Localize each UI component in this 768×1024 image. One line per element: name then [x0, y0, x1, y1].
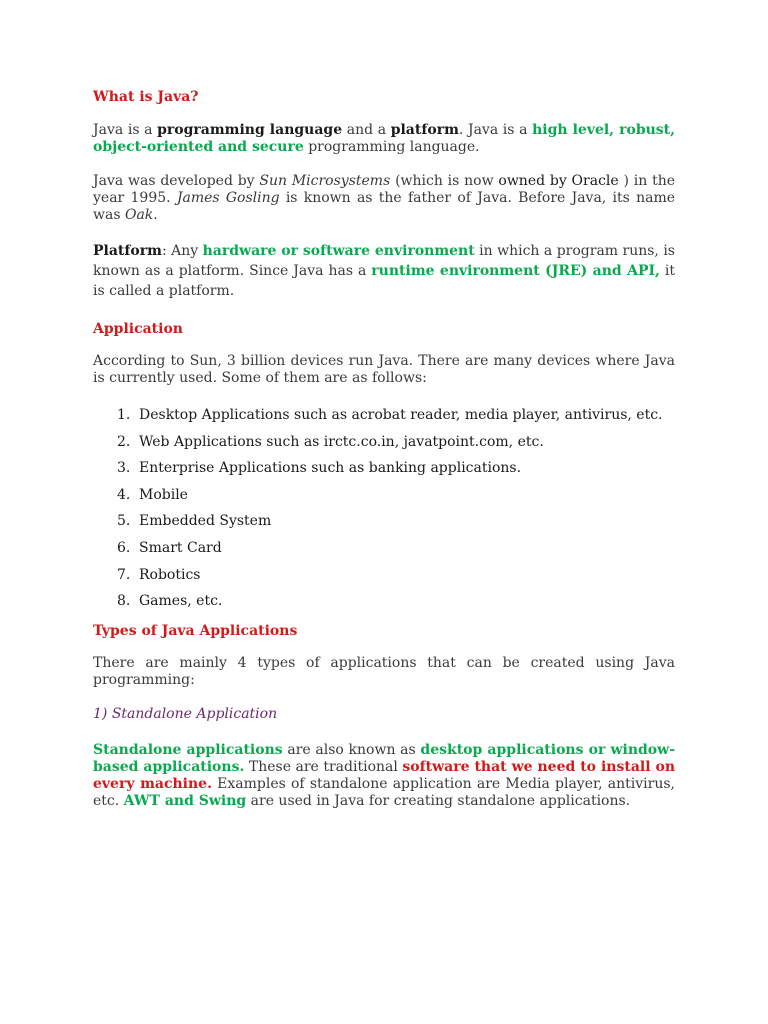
term-hardware-software: hardware or software environment [202, 243, 475, 259]
heading-what-is-java: What is Java? [93, 89, 199, 105]
term-platform-label: Platform [93, 243, 162, 259]
term-desktop-applications: desktop applications or window-based applications. [93, 742, 676, 776]
term-oak: Oak [124, 207, 154, 223]
list-item: 2. Web Applications such as irctc.co.in, javatpoint.com, etc. [117, 433, 544, 450]
term-sun-microsystems: Sun Microsystems [259, 173, 391, 189]
term-james-gosling: James Gosling [176, 190, 280, 206]
paragraph-standalone: Standalone applications are also known as desktop applications or window-based applications. These are traditional software that we need to install on every machine. Examples of standalone application are Media player, antivirus, etc. AWT and Swing are used in Java for creating standalone applications. [93, 742, 676, 810]
term-standalone-applications: Standalone applications [93, 742, 283, 759]
list-item: 1. Desktop Applications such as acrobat reader, media player, antivirus, etc. [117, 407, 663, 423]
subheading-standalone-application: 1) Standalone Application [93, 706, 278, 723]
list-item: 6. Smart Card [117, 539, 222, 556]
paragraph-platform: Platform: Any hardware or software environment in which a program runs, is known as a platform. Since Java has a runtime environment (JRE) and API, it is called a platform. [93, 243, 675, 299]
document-content [93, 88, 675, 810]
paragraph-application-intro: According to Sun, 3 billion devices run Java. There are many devices where Java is currently used. Some of them are as follows: [93, 353, 675, 386]
term-high-level: high level, robust, object-oriented and secure [93, 122, 676, 155]
term-awt-swing: AWT and Swing [123, 793, 247, 810]
term-owned-by-oracle: owned by Oracle [498, 173, 619, 189]
heading-application: Application [93, 321, 183, 337]
paragraph-types-intro: There are mainly 4 types of applications that can be created using Java programming: [93, 655, 675, 689]
heading-types-of-java-applications: Types of Java Applications [93, 623, 298, 640]
term-programming-language: programming language [157, 122, 343, 138]
list-item: 4. Mobile [117, 486, 188, 503]
list-item: 5. Embedded System [117, 513, 272, 530]
application-list [93, 404, 675, 612]
list-item: 7. Robotics [117, 566, 201, 583]
paragraph-java-history: Java was developed by Sun Microsystems (which is now owned by Oracle ) in the year 1995. James Gosling is known as the father of Java. Before Java, its name was Oak. [93, 173, 676, 223]
list-item: 8. Games, etc. [117, 593, 223, 610]
term-software-install: software that we need to install on every machine. [93, 759, 675, 793]
paragraph-java-intro: Java is a programming language and a platform. Java is a high level, robust, object-oriented and secure programming language. [93, 122, 676, 155]
term-platform: platform [390, 122, 459, 138]
term-runtime-environment: runtime environment (JRE) and API, [371, 263, 660, 279]
list-item: 3. Enterprise Applications such as banking applications. [117, 460, 522, 477]
